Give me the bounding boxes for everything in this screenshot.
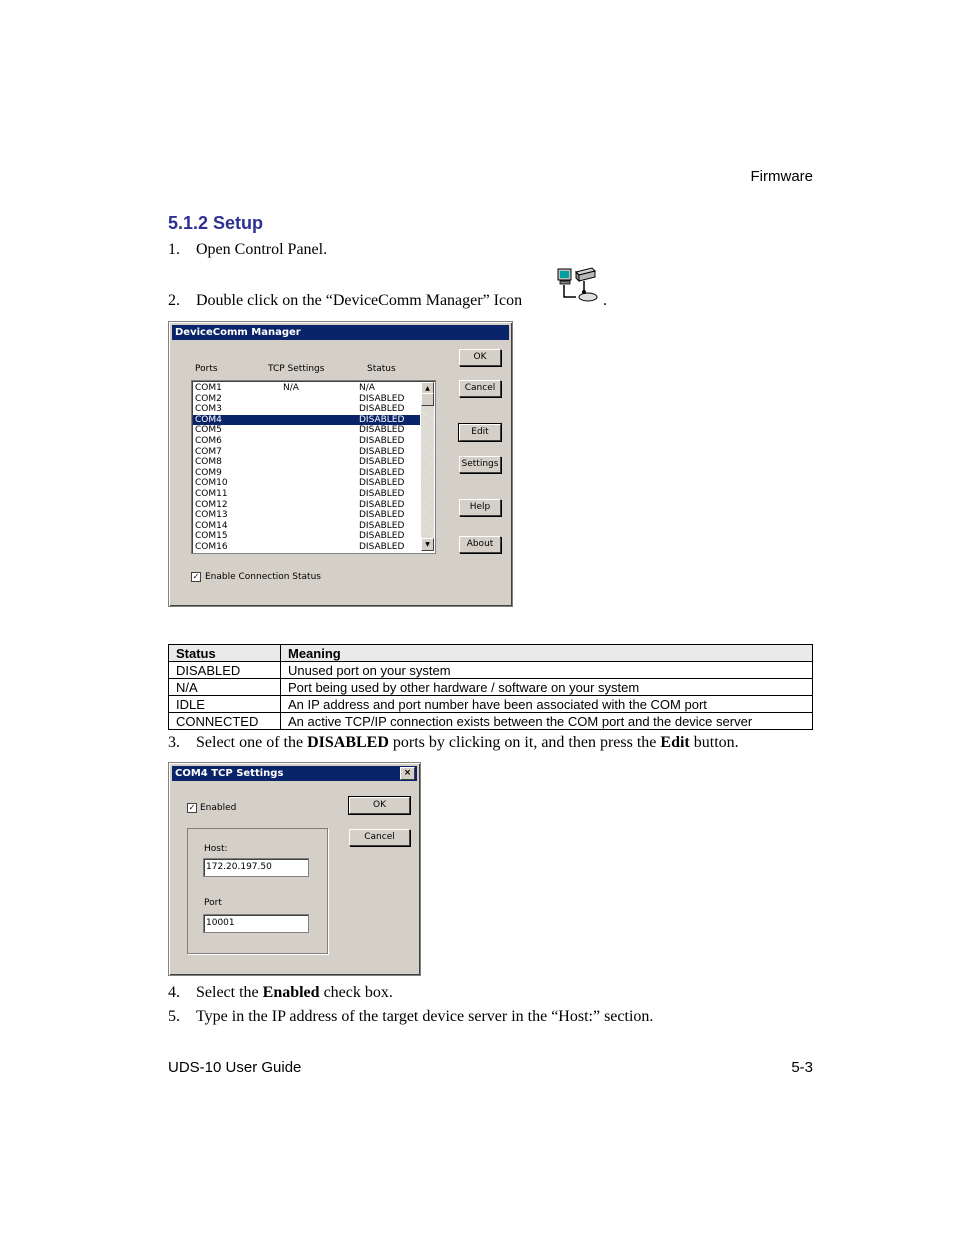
port-list-item[interactable] [193,500,420,511]
port-name: COM13 [195,510,228,521]
port-status: DISABLED [359,542,405,552]
port-name: COM16 [195,542,228,552]
enable-connection-status-label: Enable Connection Status [205,572,321,582]
table-cell: IDLE [169,696,281,713]
help-button[interactable]: Help [459,499,501,516]
port-list-item[interactable] [193,489,420,500]
port-status: DISABLED [359,393,405,404]
devicecomm-manager-dialog [168,321,513,607]
table-row [169,696,813,713]
port-name: COM7 [195,446,222,457]
port-status: DISABLED [359,510,405,521]
port-status: DISABLED [359,425,405,436]
step-text: Type in the IP address of the target device server in the “Host:” section. [196,1008,654,1025]
port-status: DISABLED [359,457,405,468]
devicecomm-manager-icon [556,266,598,304]
port-status: DISABLED [359,404,405,415]
port-list-item[interactable] [193,457,420,468]
port-list-item[interactable] [193,478,420,489]
ports-listbox[interactable] [191,380,436,554]
table-cell: Port being used by other hardware / software on your system [281,679,813,696]
host-input[interactable]: 172.20.197.50 [203,858,309,877]
settings-button[interactable]: Settings [459,456,501,473]
step-text: check box. [319,984,393,1001]
step-2-trailing-period: . [603,292,607,309]
step-number: 4. [168,984,180,1001]
port-status: DISABLED [359,436,405,446]
port-list-item[interactable] [193,436,420,447]
port-list-item[interactable] [193,383,420,394]
ok-button[interactable]: OK [349,797,410,814]
step-number: 3. [168,734,180,751]
enable-connection-status-checkbox[interactable] [191,572,201,582]
column-header-ports: Ports [195,364,218,374]
dialog-title: DeviceComm Manager [175,327,301,338]
port-status: DISABLED [359,489,405,499]
table-cell: N/A [169,679,281,696]
cancel-button[interactable]: Cancel [349,829,410,846]
table-cell: An IP address and port number have been associated with the COM port [281,696,813,713]
port-list-item[interactable] [193,542,420,553]
port-status: DISABLED [359,531,405,542]
step-1 [168,241,327,259]
step-2 [168,292,522,310]
footer-guide-title: UDS-10 User Guide [168,1059,302,1076]
port-name: COM4 [195,414,222,425]
port-name: COM15 [195,531,228,542]
port-name: COM9 [195,467,222,478]
port-name: COM2 [195,393,222,404]
status-meaning-table [168,644,813,730]
port-status: DISABLED [359,499,405,510]
dialog-titlebar [172,325,509,340]
table-cell: Unused port on your system [281,662,813,679]
port-name: COM5 [195,425,222,436]
checkmark-icon: ✓ [192,572,200,581]
column-header: Meaning [281,645,813,662]
port-list-item[interactable] [193,415,420,426]
step-emphasis: Edit [660,734,690,751]
footer-page-number: 5-3 [791,1059,813,1076]
table-row [169,713,813,730]
edit-button[interactable]: Edit [459,424,501,441]
enabled-checkbox[interactable] [187,803,197,813]
column-header-tcp-settings: TCP Settings [268,364,325,374]
tcp-setting: N/A [283,383,299,393]
port-name: COM3 [195,404,222,415]
port-name: COM10 [195,478,228,489]
port-name: COM11 [195,489,228,499]
port-name: COM6 [195,436,222,446]
table-cell: CONNECTED [169,713,281,730]
step-5 [168,1008,653,1026]
port-list-item[interactable] [193,404,420,415]
port-status: DISABLED [359,446,405,457]
cancel-button[interactable]: Cancel [459,380,501,397]
port-name: COM12 [195,499,228,510]
port-list-item[interactable] [193,521,420,532]
table-row [169,679,813,696]
dialog-titlebar [172,766,417,781]
port-status: DISABLED [359,467,405,478]
port-name: COM14 [195,520,228,531]
table-header-row [169,645,813,662]
enabled-label: Enabled [200,803,237,813]
step-text: ports by clicking on it, and then press the [388,734,661,751]
port-status: DISABLED [359,414,405,425]
port-list-item[interactable] [193,394,420,405]
port-name: COM1 [195,383,222,393]
about-button[interactable]: About [459,536,501,553]
section-title: 5.1.2 Setup [168,213,264,233]
ok-button[interactable]: OK [459,349,501,366]
scroll-down-arrow-icon[interactable]: ▼ [421,538,434,551]
tcp-settings-dialog [168,762,421,976]
port-list-item[interactable] [193,531,420,542]
close-icon[interactable]: × [400,767,415,780]
scroll-up-arrow-icon[interactable]: ▲ [421,382,434,395]
port-name: COM8 [195,457,222,468]
port-list-item[interactable] [193,468,420,479]
step-4 [168,984,393,1002]
host-label: Host: [204,844,228,854]
step-text: Select the [196,984,263,1001]
scroll-thumb[interactable] [421,393,434,406]
step-text: Select one of the [196,734,308,751]
port-label: Port [204,898,222,908]
port-status: N/A [359,383,375,393]
port-list-item[interactable] [193,447,420,458]
port-list-item[interactable] [193,425,420,436]
step-text: Open Control Panel. [196,241,328,258]
checkmark-icon: ✓ [188,803,196,812]
scrollbar[interactable] [421,382,434,551]
dialog-title: COM4 TCP Settings [175,768,284,779]
step-text: button. [689,734,739,751]
port-input[interactable]: 10001 [203,914,309,933]
port-list-item[interactable] [193,510,420,521]
step-emphasis: DISABLED [307,734,389,751]
table-row [169,662,813,679]
step-3 [168,734,739,752]
port-status: DISABLED [359,520,405,531]
port-status: DISABLED [359,478,405,489]
step-number: 1. [168,241,180,258]
running-header: Firmware [750,168,813,185]
step-emphasis: Enabled [262,984,320,1001]
step-number: 5. [168,1008,180,1025]
column-header-status: Status [367,364,396,374]
step-text: Double click on the “DeviceComm Manager” Icon [196,292,523,309]
step-number: 2. [168,292,180,309]
column-header: Status [169,645,281,662]
table-cell: DISABLED [169,662,281,679]
table-cell: An active TCP/IP connection exists between the COM port and the device server [281,713,813,730]
